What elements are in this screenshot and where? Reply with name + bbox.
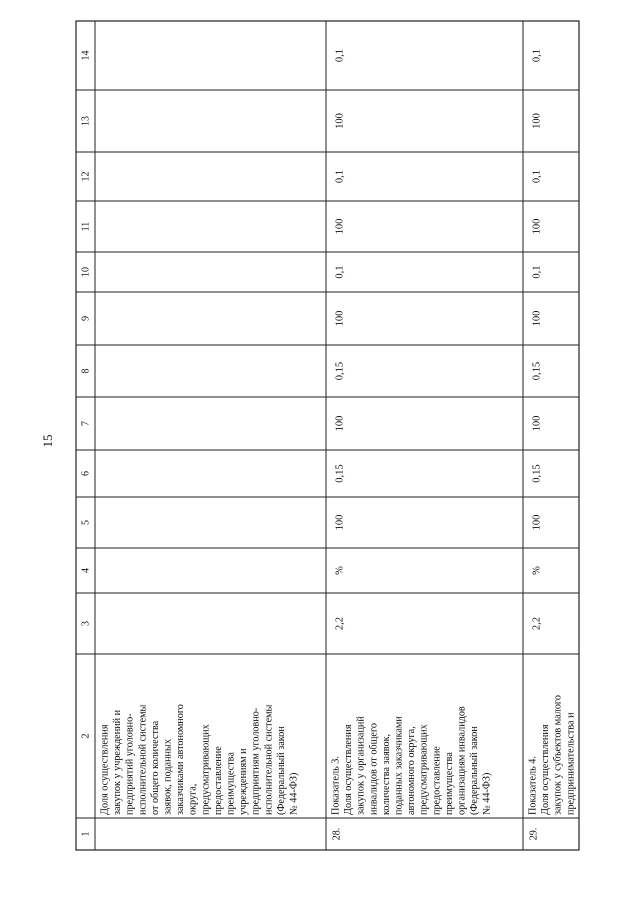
cell-value: 0,1 bbox=[531, 265, 543, 279]
indicator-text-line: исполнительной системы bbox=[263, 704, 275, 815]
cell-value: 100 bbox=[531, 310, 543, 327]
cell-value: 100 bbox=[334, 113, 346, 129]
indicator-text-line: преимущества bbox=[225, 752, 237, 815]
column-number: 3 bbox=[80, 621, 92, 626]
cell-value: 100 bbox=[531, 415, 543, 432]
cell-value: 100 bbox=[531, 514, 543, 531]
column-number: 14 bbox=[80, 50, 92, 61]
indicator-text-line: (Федеральный закон bbox=[275, 726, 287, 815]
cell-value: 100 bbox=[531, 113, 543, 129]
indicator-text-line: Доля осуществления bbox=[99, 724, 111, 815]
row-number: 28. bbox=[331, 827, 343, 841]
column-number: 6 bbox=[80, 471, 92, 476]
indicator-text-line: Показатель 3. bbox=[330, 756, 342, 815]
cell-value: 2,2 bbox=[334, 616, 346, 631]
indicator-text-line: преимущества bbox=[443, 752, 455, 815]
column-number: 8 bbox=[80, 368, 92, 374]
cell-value: 100 bbox=[334, 218, 346, 235]
column-number: 13 bbox=[80, 116, 92, 126]
indicator-text-line: предприятий уголовно- bbox=[124, 713, 136, 815]
cell-value: 100 bbox=[531, 218, 543, 235]
indicator-text-line: закупок у организаций bbox=[355, 716, 367, 815]
indicator-text-line: инвалидов от общего bbox=[368, 723, 380, 815]
cell-value: 100 bbox=[334, 514, 346, 531]
cell-value: 0,15 bbox=[334, 361, 346, 381]
page-number: 15 bbox=[40, 434, 55, 448]
indicator-text-line: Доля осуществления bbox=[343, 724, 355, 815]
table-row bbox=[331, 49, 493, 840]
cell-value: % bbox=[531, 566, 543, 575]
cell-value: 0,15 bbox=[531, 361, 543, 381]
indicator-text-line: учреждениям и bbox=[238, 748, 250, 815]
column-number: 10 bbox=[80, 267, 92, 277]
table-row bbox=[528, 49, 577, 840]
indicator-text-line: Доля осуществления bbox=[540, 724, 552, 815]
cell-value: 0,15 bbox=[334, 464, 346, 483]
cell-value: 0,15 bbox=[531, 464, 543, 483]
indicator-text-line: от общего количества bbox=[149, 720, 161, 815]
indicator-text-line: округа, bbox=[187, 783, 199, 815]
column-number: 4 bbox=[80, 568, 92, 573]
indicator-text-line: предоставление bbox=[212, 746, 224, 815]
column-number: 7 bbox=[80, 421, 92, 426]
cell-value: 100 bbox=[334, 310, 346, 327]
cell-value: % bbox=[334, 566, 346, 575]
cell-value: 0,1 bbox=[334, 169, 346, 184]
indicator-text-line: закупок у субъектов малого bbox=[552, 695, 564, 815]
indicator-text-line: заявок, поданных bbox=[162, 739, 174, 815]
column-number: 11 bbox=[80, 221, 92, 232]
indicator-text-line: количества заявок, bbox=[380, 733, 392, 815]
column-number: 1 bbox=[80, 831, 92, 837]
indicator-text-line: заказчиками автономного bbox=[175, 704, 187, 815]
indicator-text-line: предпринимательства и bbox=[565, 712, 577, 815]
indicator-text-line: закупок у учреждений и bbox=[112, 709, 124, 815]
cell-value: 0,1 bbox=[531, 169, 543, 184]
indicator-text-line: предусматривающих bbox=[418, 724, 430, 815]
cell-value: 0,1 bbox=[531, 48, 543, 63]
indicator-text-line: Показатель 4. bbox=[527, 756, 539, 815]
cell-value: 0,1 bbox=[334, 265, 346, 279]
indicator-text-line: предприятиям уголовно- bbox=[250, 707, 262, 815]
column-number: 12 bbox=[80, 171, 92, 182]
column-number: 2 bbox=[80, 733, 92, 739]
header-column-numbers bbox=[81, 51, 92, 837]
cell-value: 0,1 bbox=[334, 48, 346, 63]
row-number: 29. bbox=[528, 827, 540, 841]
indicator-text-line: организациям инвалидов bbox=[456, 706, 468, 815]
cell-value: 100 bbox=[334, 415, 346, 432]
table-row bbox=[100, 704, 300, 815]
indicator-text-line: № 44-ФЗ) bbox=[481, 772, 493, 815]
indicator-text-line: (Федеральный закон bbox=[469, 726, 481, 815]
indicator-text-line: автономного округа, bbox=[406, 726, 418, 815]
column-number: 5 bbox=[80, 520, 92, 525]
cell-value: 2,2 bbox=[531, 616, 543, 631]
indicator-text-line: предусматривающих bbox=[200, 724, 212, 815]
indicator-text-line: предоставление bbox=[431, 746, 443, 815]
indicator-text-line: поданных заказчиками bbox=[393, 716, 405, 815]
indicator-text-line: исполнительной системы bbox=[137, 704, 149, 815]
column-number: 9 bbox=[80, 316, 92, 321]
indicator-text-line: № 44-ФЗ) bbox=[288, 772, 300, 815]
